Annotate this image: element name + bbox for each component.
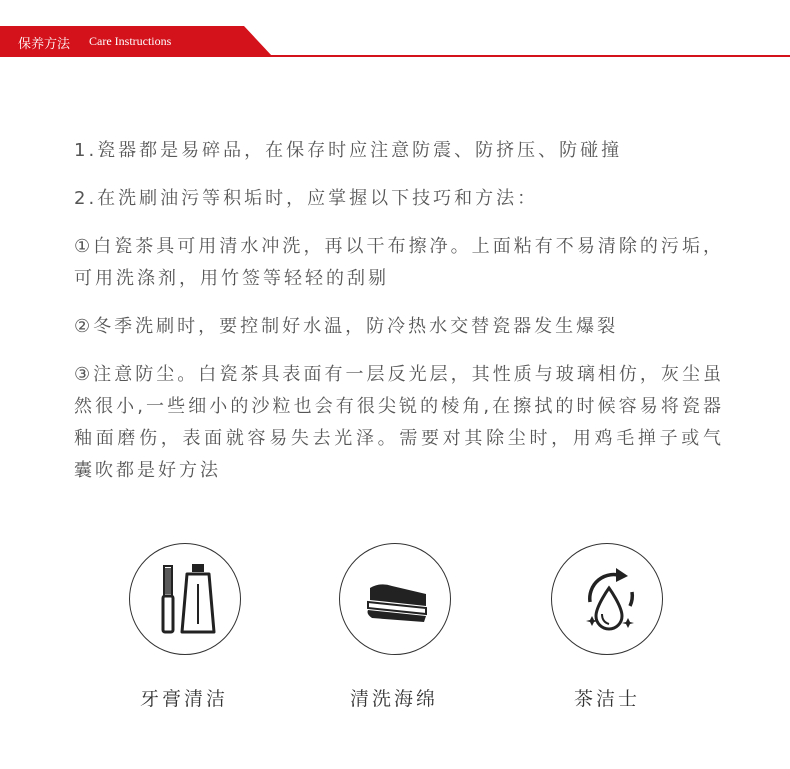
header-title-en: Care Instructions [89,34,172,48]
instruction-paragraph: ②冬季洗刷时，要控制好水温，防冷热水交替瓷器发生爆裂 [74,316,619,337]
care-instructions-text [74,135,724,503]
header-title-cn: 保养方法 [18,37,71,52]
instruction-paragraph: ③注意防尘。白瓷茶具表面有一层反光层，其性质与玻璃相仿，灰尘虽然很小,一些细小的沙粒也会有很尖锐的棱角,在擦拭的时候容易将瓷器釉面磨伤，表面就容易失去光泽。需要对其除尘时，用鸡毛掸子或气囊吹都是好方法 [74,364,724,481]
tool-toothpaste-circle [129,543,241,655]
toothbrush-toothpaste-icon [130,544,242,656]
instruction-paragraph: 1.瓷器都是易碎品，在保存时应注意防震、防挤压、防碰撞 [74,140,623,161]
tool-label-tea-cleaner: 茶洁士 [573,688,640,710]
tool-tea-cleaner-circle [551,543,663,655]
tool-sponge-circle [339,543,451,655]
instruction-paragraph: 2.在洗刷油污等积垢时，应掌握以下技巧和方法： [74,188,539,209]
sponge-icon [340,544,452,656]
tea-cleaner-drop-icon [552,544,664,656]
tool-label-toothpaste: 牙膏清洁 [139,688,228,710]
section-header [0,0,790,58]
tool-label-sponge: 清洗海绵 [349,688,438,710]
instruction-paragraph: ①白瓷茶具可用清水冲洗，再以干布擦净。上面粘有不易清除的污垢，可用洗涤剂，用竹签等轻轻的刮剔 [74,236,724,289]
header-underline [0,55,790,57]
